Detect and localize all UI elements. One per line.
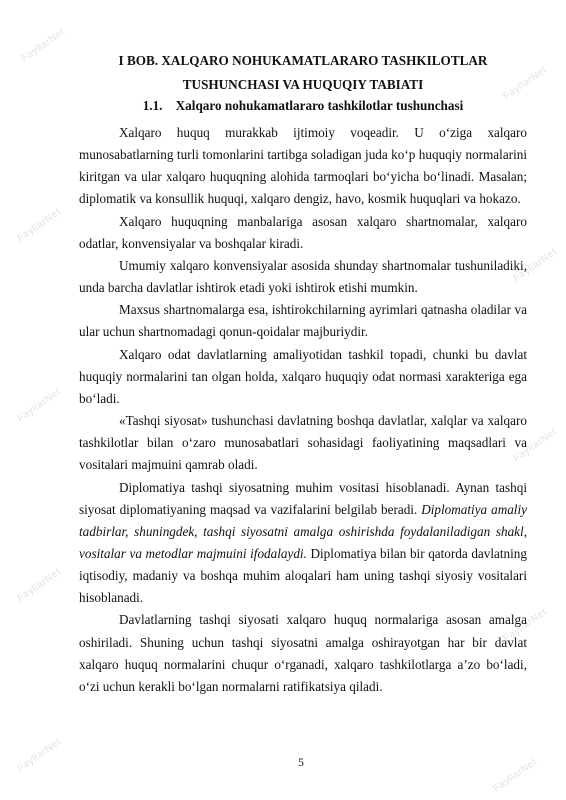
diplomacy-paragraph — [79, 477, 527, 610]
watermark: FayllarNet — [501, 64, 550, 103]
watermark: FayllarNet — [15, 566, 64, 605]
paragraph: Maxsus shartnomalarga esa, ishtirokchilarning ayrimlari qatnasha oladilar va ular uchun shartnomadagi qonun-qoidalar majburiydir. — [79, 302, 527, 340]
chapter-title-line-1: I BOB. XALQARO NOHUKAMATLARARO TASHKILOTLAR — [118, 53, 488, 68]
watermark: FayllarNet — [501, 606, 550, 645]
watermark: FayllarNet — [19, 26, 68, 65]
watermark: FayllarNet — [15, 736, 64, 775]
paragraph: Xalqaro odat davlatlarning amaliyotidan tashkil topadi, chunki bu davlat huquqiy normalarini tan olgan holda, xalqaro huquqiy odat normasi xarakteriga ega bo‘ladi. — [79, 346, 527, 406]
watermark: FayllarNet — [511, 426, 560, 465]
watermark: FayllarNet — [15, 206, 64, 245]
paragraph: Xalqaro huquq murakkab ijtimoiy voqeadir. U o‘ziga xalqaro munosabatlarning turli tomonlarini tartibga soladigan juda ko‘p huquqiy normalarini kiritgan va ular xalqaro huquqning alohida tarmoqlari bo‘yicha bo‘linadi. Masalan; diplomatik va konsullik huquqi, xalqaro dengiz, havo, kosmik huquqlari va hokazo. — [79, 125, 527, 207]
watermark: FayllarNet — [511, 246, 560, 285]
paragraph-text: Diplomatiya bilan bir qatorda davlatning iqtisodiy, madaniy va boshqa muhim aloqalari ham uning tashqi siyosiy vositalari hisoblanadi. — [79, 545, 527, 606]
page-number: 5 — [298, 757, 304, 769]
chapter-title-line-2: TUSHUNCHASI VA HUQUQIY TABIATI — [182, 77, 424, 92]
body-text — [79, 122, 527, 698]
paragraph: Umumiy xalqaro konvensiyalar asosida shunday shartnomalar tushuniladiki, unda barcha davlatlar ishtirok etadi yoki ishtirok etishi mumkin. — [79, 257, 527, 296]
italic-definition: Diplomatiya amaliy tadbirlar, shuningdek, tashqi siyosatni amalga oshirishda foydalaniladigan shakl, vositalar va metodlar majmuini ifodalaydi. — [79, 501, 527, 561]
paragraph: Xalqaro huquqning manbalariga asosan xalqaro shartnomalar, xalqaro odatlar, konvensiyalar va boshqalar kiradi. — [79, 213, 527, 251]
watermark: FayllarNet — [15, 386, 64, 425]
paragraph: Davlatlarning tashqi siyosati xalqaro huquq normalariga asosan amalga oshiriladi. Shuning uchun tashqi siyosatni amalga oshirayotgan har bir davlat xalqaro huquq normalarini chuqur o‘rganadi, xalqaro tashkilotlarga a’zo bo‘ladi, o‘zi uchun kerakli bo‘lgan normalarni ratifikatsiya qiladi. — [79, 612, 527, 694]
paragraph-text: Diplomatiya tashqi siyosatning muhim vositasi hisoblanadi. Aynan tashqi siyosat diplomatiyaning maqsad va vazifalarini belgilab beradi. — [79, 479, 527, 517]
watermark: FayllarNet — [491, 756, 540, 795]
paragraph: «Tashqi siyosat» tushunchasi davlatning boshqa davlatlar, xalqlar va xalqaro tashkilotlar bilan o‘zaro munosabatlari sohasidagi faoliyatining maqsadlari va vositalari majmuini qamrab oladi. — [79, 413, 527, 473]
section-heading: 1.1. Xalqaro nohukamatlararo tashkilotlar tushunchasi — [142, 98, 464, 113]
